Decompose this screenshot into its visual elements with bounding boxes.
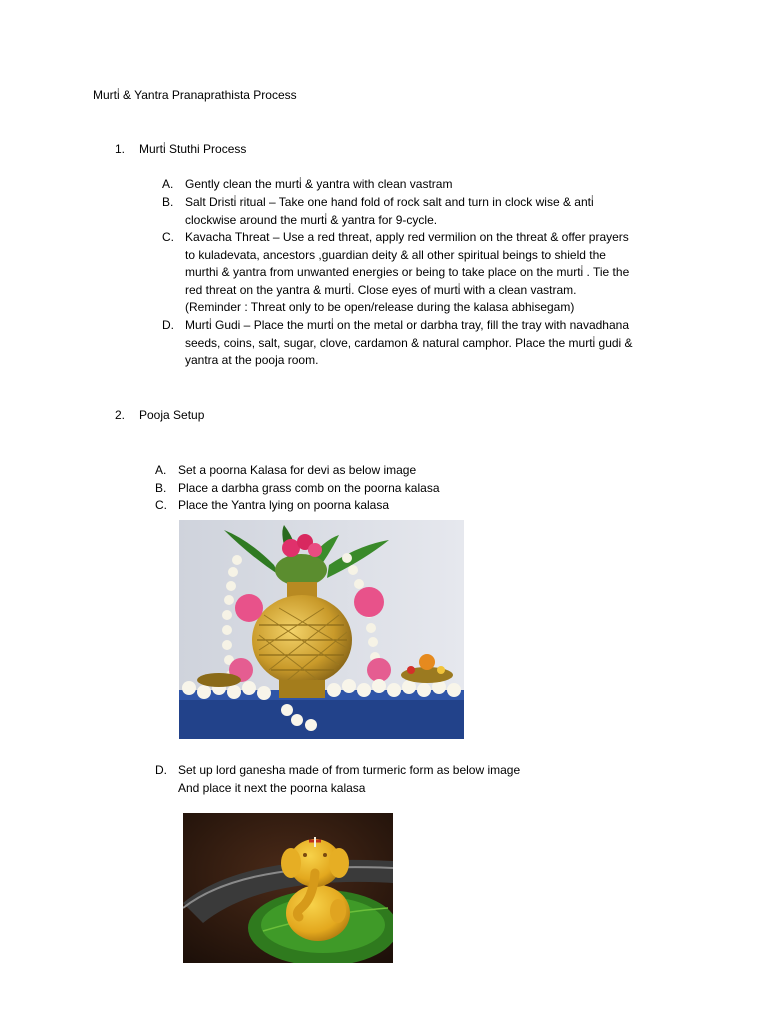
list-item-marker: A.	[155, 463, 167, 477]
list-item-text: Murti̇ Gudi – Place the murti̇ on the metal or darbha tray, fill the tray with navadhana seeds, coins, salt, sugar, clove, cardamon & natural camphor. Place the murti̇ gudi & yantra at the pooja room.	[185, 318, 633, 367]
list-item-marker: B.	[155, 481, 167, 495]
list-item-marker: D.	[155, 763, 167, 777]
turmeric-ganesha-photo	[183, 813, 393, 963]
list-item-text: Set up lord ganesha made of from turmeric form as below image And place it next the poorna kalasa	[178, 763, 521, 795]
list-item	[162, 317, 702, 371]
list-item-marker: B.	[162, 195, 174, 209]
list-item-text: Place the Yantra lying on poorna kalasa	[178, 498, 390, 512]
list-item	[162, 194, 702, 230]
list-item-marker: C.	[162, 230, 174, 244]
list-item	[155, 497, 695, 515]
list-item-text: Gently clean the murti̇ & yantra with clean vastram	[185, 177, 453, 191]
list-item-text: Salt Dristi̇ ritual – Take one hand fold of rock salt and turn in clock wise & anti̇ clockwise around the murti̇ & yantra for 9-cycle.	[185, 195, 594, 227]
list-item	[162, 229, 702, 319]
poorna-kalasa-photo	[179, 520, 464, 739]
list-item-text: Kavacha Threat – Use a red threat, apply red vermilion on the threat & offer prayers to kuladevata, ancestors ,guardian deity & all other spiritual beings to shield the murthi & yantra from unwanted energies or being to take place on the murti̇ . Tie the red threat on the yantra & murti̇. Close eyes of murti̇ with a clean vastram. (Reminder : Threat only to be open/release during the kalasa abhisegam)	[185, 230, 630, 314]
section-2-number: 2.	[115, 408, 126, 422]
list-item	[155, 480, 695, 498]
list-item-marker: A.	[162, 177, 174, 191]
list-item-marker: C.	[155, 498, 167, 512]
list-item-text: Set a poorna Kalasa for devi as below image	[178, 463, 417, 477]
list-item	[155, 462, 695, 480]
list-item	[162, 176, 702, 194]
document-title: Murti̇ & Yantra Pranaprathista Process	[93, 88, 297, 102]
list-item-marker: D.	[162, 318, 174, 332]
list-item-text: Place a darbha grass comb on the poorna kalasa	[178, 481, 440, 495]
section-1-heading: Murti̇ Stuthi Process	[139, 142, 247, 156]
section-2-heading: Pooja Setup	[139, 408, 205, 422]
section-1-number: 1.	[115, 142, 126, 156]
list-item	[155, 762, 695, 798]
